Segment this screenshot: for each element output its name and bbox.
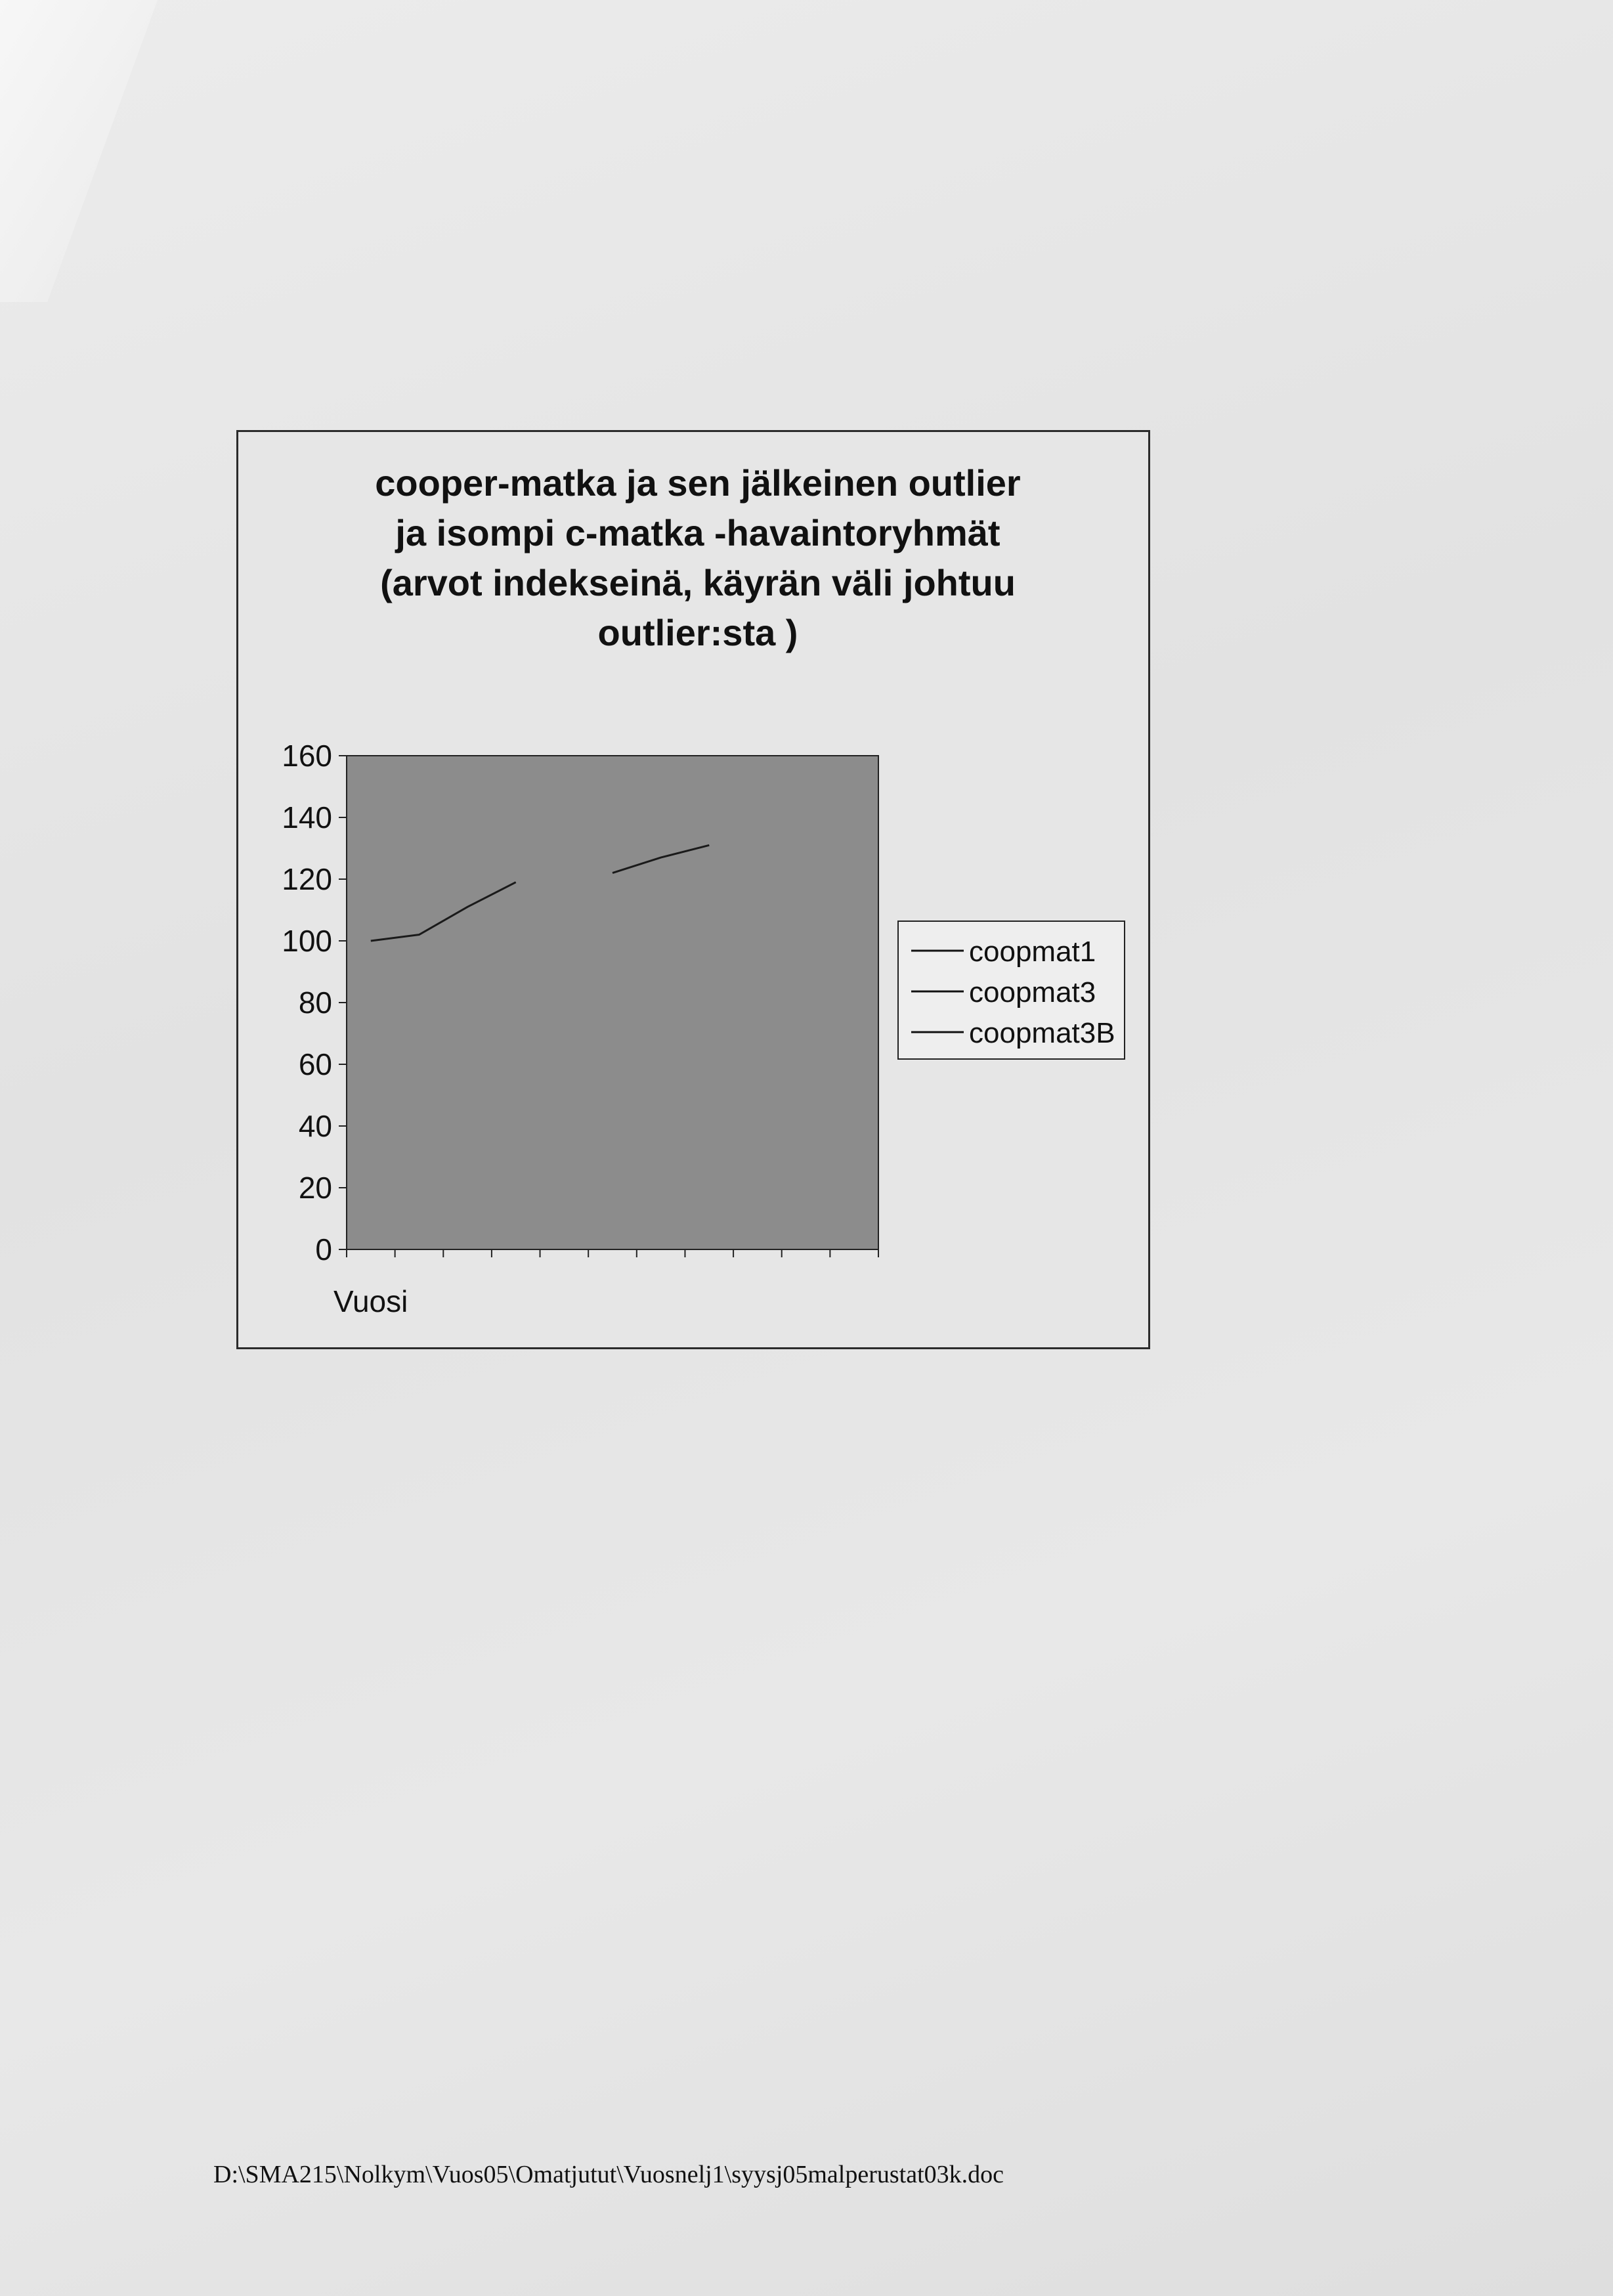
y-tick-label: 80 bbox=[298, 986, 332, 1020]
file-path-footer: D:\SMA215\Nolkym\Vuos05\Omatjutut\Vuosnelj1\syysj05malperustat03k.doc bbox=[213, 2161, 1004, 2188]
y-tick-label: 20 bbox=[298, 1171, 332, 1205]
legend-label: coopmat1 bbox=[969, 936, 1096, 968]
chart-canvas bbox=[238, 432, 1152, 1351]
legend-label: coopmat3B bbox=[969, 1017, 1115, 1049]
legend-label: coopmat3 bbox=[969, 976, 1096, 1008]
y-tick-label: 160 bbox=[282, 739, 332, 773]
plot-area bbox=[347, 756, 878, 1249]
y-tick-label: 40 bbox=[298, 1109, 332, 1143]
y-tick-label: 0 bbox=[315, 1232, 332, 1267]
chart-title: cooper-matka ja sen jälkeinen outlier ja isompi c-matka -havaintoryhmät (arvot indekseinä, käyrän väli johtuu outlier:sta ) bbox=[375, 462, 1021, 653]
y-tick-label: 120 bbox=[282, 862, 332, 896]
y-tick-label: 140 bbox=[282, 800, 332, 834]
x-axis-label: Vuosi bbox=[333, 1284, 408, 1318]
y-tick-label: 100 bbox=[282, 924, 332, 958]
folded-corner bbox=[0, 0, 158, 302]
y-tick-label: 60 bbox=[298, 1047, 332, 1081]
embedded-chart bbox=[236, 430, 1150, 1349]
